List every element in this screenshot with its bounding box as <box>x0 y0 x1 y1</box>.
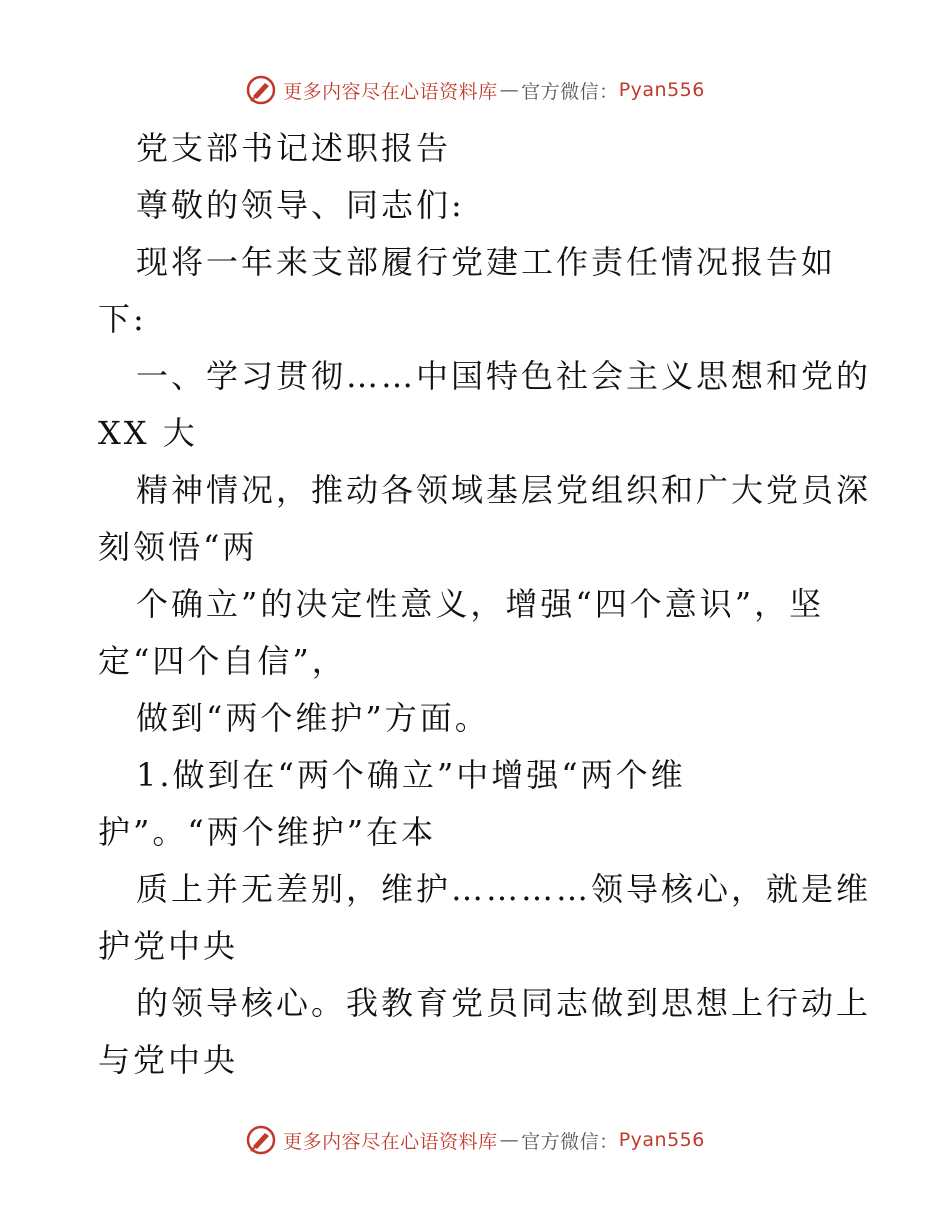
watermark-separator: — <box>499 1129 520 1151</box>
text-line: 质上并无差别，维护…………领导核心，就是维 <box>136 870 872 908</box>
watermark-separator: — <box>499 79 520 101</box>
watermark-text: 更多内容尽在心语资料库 <box>283 80 498 103</box>
text-line: 刻领悟“两 <box>98 528 258 566</box>
text-line: 护”。“两个维护”在本 <box>98 813 437 851</box>
watermark-wechat-id: Pyan556 <box>618 1129 705 1151</box>
text-line: 做到“两个维护”方面。 <box>136 699 490 737</box>
salutation: 尊敬的领导、同志们: <box>136 186 465 224</box>
text-line: 精神情况，推动各领域基层党组织和广大党员深 <box>136 471 872 509</box>
text-line: 与党中央 <box>98 1041 239 1079</box>
watermark-header <box>0 72 950 108</box>
watermark-footer <box>0 1122 950 1158</box>
document-body <box>98 120 872 1089</box>
section-heading: 一、学习贯彻……中国特色社会主义思想和党的 <box>136 357 872 395</box>
document-title: 党支部书记述职报告 <box>136 129 452 167</box>
watermark-wechat-label: 官方微信： <box>521 80 619 103</box>
text-line: XX 大 <box>98 414 198 452</box>
watermark-wechat-id: Pyan556 <box>618 79 705 101</box>
text-line: 的领导核心。我教育党员同志做到思想上行动上 <box>136 984 872 1022</box>
text-line: 个确立”的决定性意义，增强“四个意识”，坚 <box>136 585 825 623</box>
subsection-heading: 1.做到在“两个确立”中增强“两个维 <box>136 756 686 794</box>
quill-logo-icon <box>245 74 277 106</box>
watermark-wechat-label: 官方微信： <box>521 1130 619 1153</box>
watermark-text: 更多内容尽在心语资料库 <box>283 1130 498 1153</box>
text-line: 护党中央 <box>98 927 239 965</box>
text-line: 下: <box>98 300 147 338</box>
quill-logo-icon <box>245 1124 277 1156</box>
text-line: 定“四个自信”， <box>98 642 347 680</box>
text-line: 现将一年来支部履行党建工作责任情况报告如 <box>136 243 837 281</box>
